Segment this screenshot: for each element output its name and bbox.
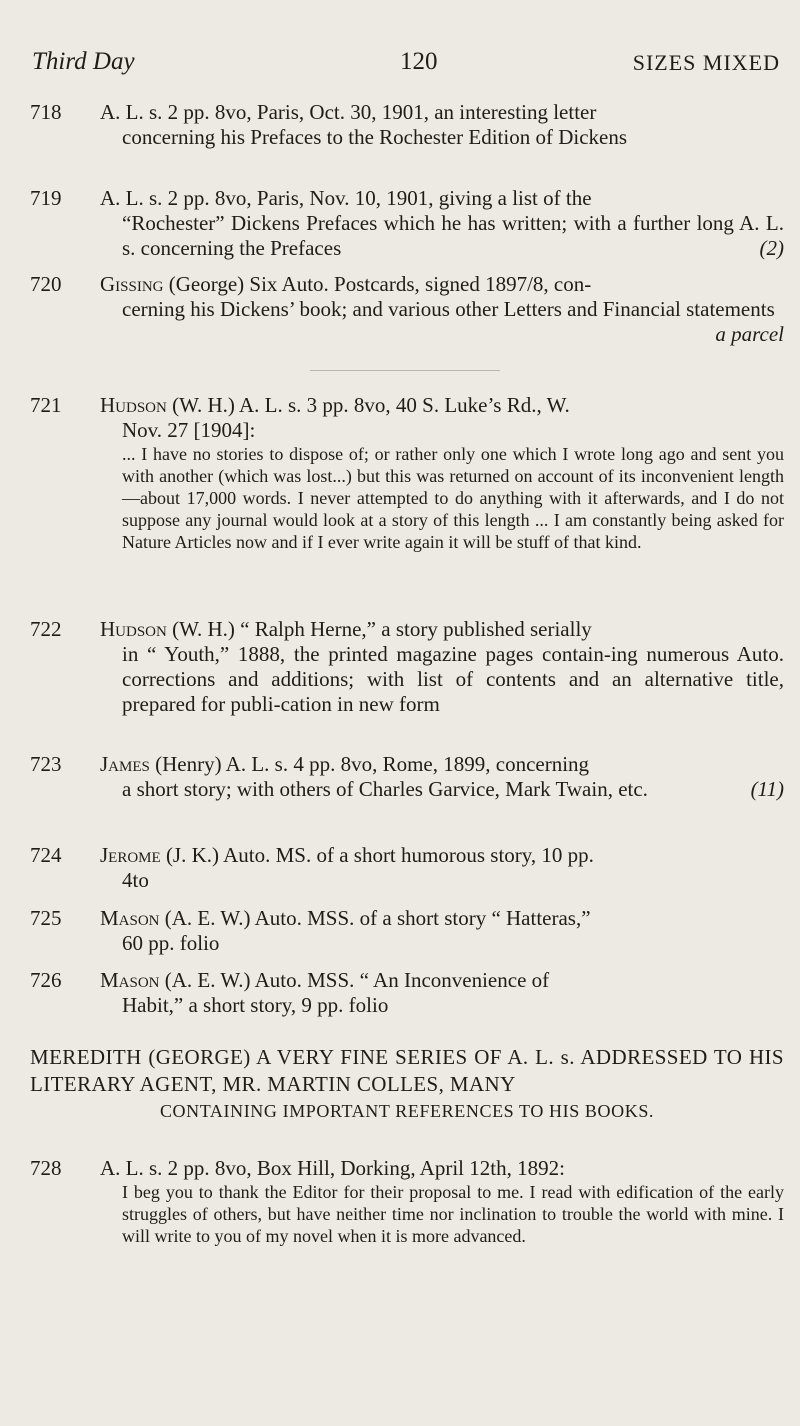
- lot-number: 720: [30, 272, 62, 296]
- lot-author: Gissing: [100, 272, 164, 296]
- lot-entry: [30, 100, 784, 150]
- lot-author: Hudson: [100, 393, 167, 417]
- lot-description-cont: Nov. 27 [1904]:: [122, 418, 256, 442]
- lot-author: Hudson: [100, 617, 167, 641]
- lot-description: (George) Six Auto. Postcards, signed 1897/8, con-: [163, 272, 592, 296]
- lot-description: (W. H.) A. L. s. 3 pp. 8vo, 40 S. Luke’s Rd., W.: [166, 393, 570, 417]
- lot-quantity: (11): [750, 777, 784, 801]
- lot-entry: [30, 843, 784, 893]
- lot-description-cont: a short story; with others of Charles Garvice, Mark Twain, etc.: [122, 777, 648, 801]
- running-head-day: Third Day: [32, 48, 135, 75]
- lot-author: Mason: [100, 968, 160, 992]
- lot-number: 723: [30, 752, 62, 776]
- lot-description-cont: 60 pp. folio: [122, 931, 220, 955]
- lot-entry: [30, 186, 784, 261]
- section-heading-text: MEREDITH (GEORGE) A VERY FINE SERIES OF A. L. s. ADDRESSED TO HIS LITERARY AGENT, MR. MARTIN COLLES, MANY: [30, 1045, 784, 1096]
- lot-description-cont: “Rochester” Dickens Prefaces which he has written; with a further long A. L. s. concerning the Prefaces: [122, 211, 784, 260]
- lot-number: 724: [30, 843, 62, 867]
- section-subheading: CONTAINING IMPORTANT REFERENCES TO HIS BOOKS.: [159, 1101, 655, 1121]
- lot-description-cont: in “ Youth,” 1888, the printed magazine pages contain-ing numerous Auto. corrections and additions; with list of contents and an alternative title, prepared for publi-cation in new form: [122, 642, 784, 716]
- lot-quantity: a parcel: [715, 322, 784, 346]
- lot-description-cont: Habit,” a short story, 9 pp. folio: [122, 993, 389, 1017]
- lot-entry: [30, 968, 784, 1018]
- running-head-section: SIZES MIXED: [632, 50, 780, 75]
- lot-quotation: ... I have no stories to dispose of; or rather only one which I wrote long ago and sent you with another (which was lost...) but this was returned on account of its inconvenient length—about 17,000 words. I never attempted to do anything with it afterwards, and I do not suppose any journal would look at a story of this length ... I am constantly being asked for Nature Articles now and if I ever write again it will be stuff of that kind.: [122, 444, 784, 552]
- lot-number: 725: [30, 906, 62, 930]
- lot-entry: [30, 1156, 784, 1247]
- lot-description: (A. E. W.) Auto. MSS. “ An Inconvenience of: [159, 968, 550, 992]
- lot-entry: [30, 752, 784, 802]
- lot-quantity: (2): [759, 236, 784, 260]
- lot-number: 719: [30, 186, 62, 210]
- lot-description: (W. H.) “ Ralph Herne,” a story published serially: [166, 617, 592, 641]
- lot-description-cont: 4to: [122, 868, 149, 892]
- lot-author: Jerome: [100, 843, 161, 867]
- divider: [310, 370, 500, 371]
- running-head: [32, 48, 780, 82]
- section-heading: [30, 1044, 784, 1125]
- lot-description-cont: concerning his Prefaces to the Rochester Edition of Dickens: [122, 125, 628, 149]
- lot-description: A. L. s. 2 pp. 8vo, Paris, Nov. 10, 1901, giving a list of the: [100, 186, 592, 210]
- lot-author: James: [100, 752, 150, 776]
- lot-description: (Henry) A. L. s. 4 pp. 8vo, Rome, 1899, concerning: [149, 752, 590, 776]
- lot-number: 726: [30, 968, 62, 992]
- page-number: 120: [400, 48, 438, 75]
- lot-number: 722: [30, 617, 62, 641]
- lot-description-cont: cerning his Dickens’ book; and various other Letters and Financial statements: [122, 297, 775, 321]
- lot-number: 718: [30, 100, 62, 124]
- lot-description: (A. E. W.) Auto. MSS. of a short story “ Hatteras,”: [159, 906, 591, 930]
- lot-description: A. L. s. 2 pp. 8vo, Box Hill, Dorking, April 12th, 1892:: [100, 1156, 565, 1180]
- lot-entry: [30, 617, 784, 717]
- lot-number: 721: [30, 393, 62, 417]
- lot-description: A. L. s. 2 pp. 8vo, Paris, Oct. 30, 1901, an interesting letter: [100, 100, 597, 124]
- lot-entry: [30, 393, 784, 553]
- lot-entry: [30, 272, 784, 347]
- lot-number: 728: [30, 1156, 62, 1180]
- lot-author: Mason: [100, 906, 160, 930]
- lot-description: (J. K.) Auto. MS. of a short humorous story, 10 pp.: [160, 843, 594, 867]
- lot-entry: [30, 906, 784, 956]
- lot-quotation: I beg you to thank the Editor for their proposal to me. I read with edification of the early struggles of others, but have neither time nor inclination to trouble the world with mine. I will write to you of my novel when it is more advanced.: [122, 1182, 784, 1246]
